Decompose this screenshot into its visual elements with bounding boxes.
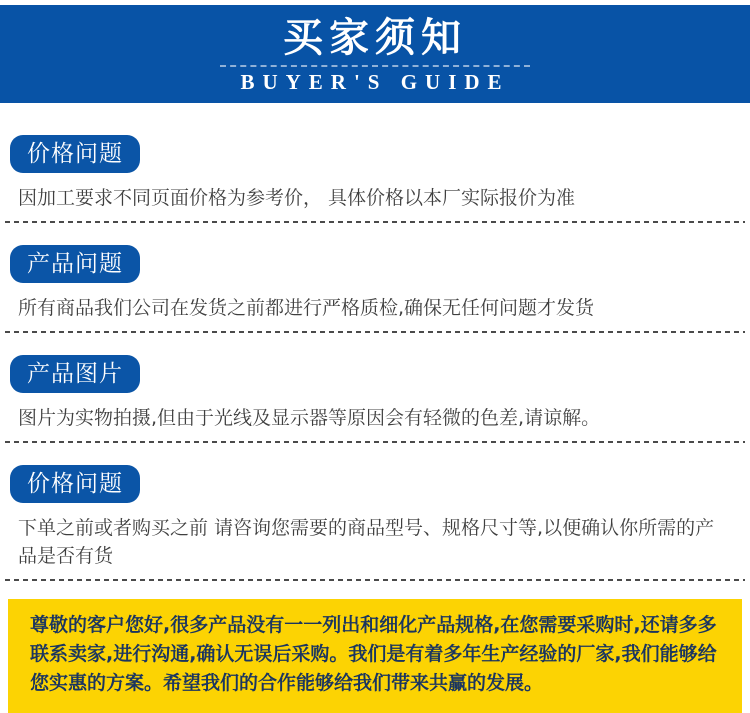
section-text: 所有商品我们公司在发货之前都进行严格质检,确保无任何问题才发货 <box>18 297 595 319</box>
customer-notice-box <box>8 599 742 713</box>
section-divider <box>5 579 745 581</box>
buyers-guide-banner <box>0 5 750 103</box>
banner-subtitle: BUYER'S GUIDE <box>240 70 510 94</box>
banner-divider <box>220 65 530 67</box>
section-text: 下单之前或者购买之前 请咨询您需要的商品型号、规格尺寸等,以便确认你所需的产品是否有货 <box>18 517 715 567</box>
section-badge: 产品图片 <box>10 355 140 393</box>
section-price-issue-1 <box>0 135 750 223</box>
section-badge: 价格问题 <box>10 465 140 503</box>
section-product-issue <box>0 245 750 333</box>
section-divider <box>5 331 745 333</box>
section-text: 因加工要求不同页面价格为参考价， 具体价格以本厂实际报价为准 <box>18 187 576 209</box>
section-badge: 价格问题 <box>10 135 140 173</box>
section-badge: 产品问题 <box>10 245 140 283</box>
section-product-image <box>0 355 750 443</box>
section-divider <box>5 441 745 443</box>
section-text: 图片为实物拍摄,但由于光线及显示器等原因会有轻微的色差,请谅解。 <box>18 407 601 429</box>
customer-notice-text: 尊敬的客户您好,很多产品没有一一列出和细化产品规格,在您需要采购时,还请多多联系卖家,进行沟通,确认无误后采购。我们是有着多年生产经验的厂家,我们能够给您实惠的方案。希望我们的合作能够给我们带来共赢的发展。 <box>30 614 717 694</box>
section-divider <box>5 221 745 223</box>
banner-title: 买家须知 <box>283 15 467 61</box>
section-price-issue-2 <box>0 465 750 581</box>
